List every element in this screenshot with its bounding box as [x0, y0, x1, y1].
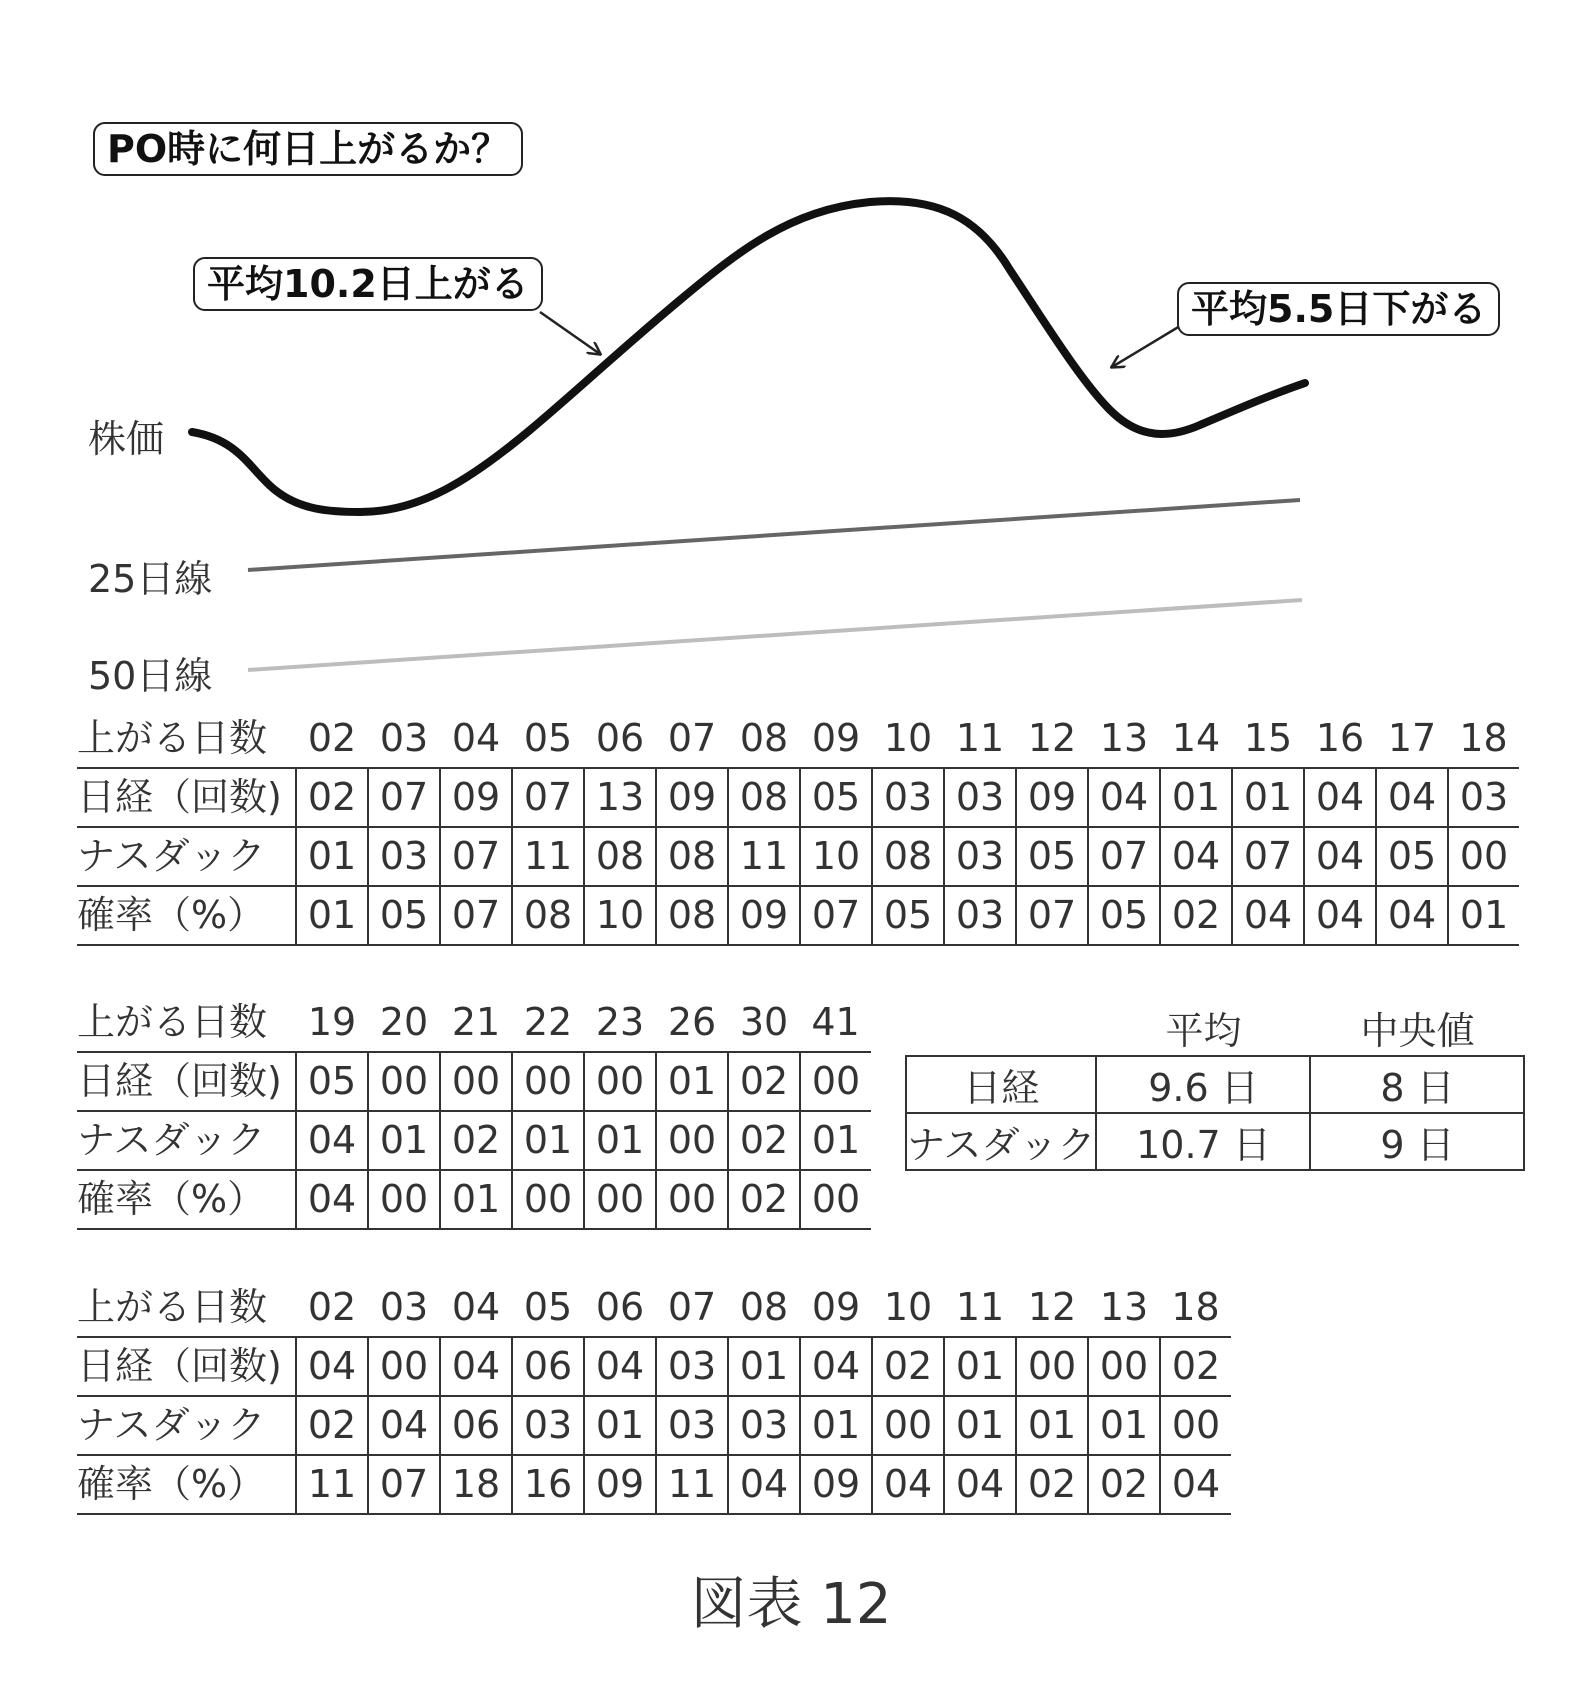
stock-price-line [192, 201, 1305, 512]
table-cell: 01 [296, 827, 368, 886]
ma50-line [248, 600, 1302, 670]
table-cell: 00 [800, 1170, 871, 1229]
summary-header-mean: 平均 [1165, 1009, 1242, 1053]
table-cell: 11 [512, 827, 584, 886]
header-label: 上がる日数 [77, 1000, 268, 1044]
table-cell: 16 [512, 1455, 584, 1514]
table-cell: 07 [440, 827, 512, 886]
day-header: 26 [667, 1000, 717, 1044]
table-cell: 04 [1088, 768, 1160, 827]
table-cell: 00 [440, 1052, 512, 1111]
chart-title: PO時に何日上がるか？ [93, 122, 523, 176]
figure-caption: 図表 12 [690, 1572, 892, 1637]
row-label: 日経（回数) [77, 1052, 296, 1111]
table-cell: 04 [1160, 1455, 1231, 1514]
header-label: 上がる日数 [77, 716, 268, 760]
day-header: 07 [667, 1285, 717, 1329]
table-cell: 04 [944, 1455, 1016, 1514]
table-cell: 03 [944, 827, 1016, 886]
table-cell: 02 [1016, 1455, 1088, 1514]
day-header: 30 [739, 1000, 789, 1044]
table-cell: 09 [800, 1455, 872, 1514]
table-cell: 01 [728, 1337, 800, 1396]
table-cell: 01 [368, 1111, 440, 1170]
day-header: 10 [883, 716, 933, 760]
table-cell: 08 [584, 827, 656, 886]
table-row [77, 1396, 1231, 1455]
table-cell: 07 [1016, 886, 1088, 945]
table-cell: 02 [728, 1170, 800, 1229]
day-header: 20 [379, 1000, 429, 1044]
table-cell: 03 [368, 827, 440, 886]
fall-annotation: 平均5.5日下がる [1177, 282, 1500, 336]
table-cell: 07 [512, 768, 584, 827]
table-cell: 00 [656, 1170, 728, 1229]
table-cell: 07 [440, 886, 512, 945]
table-cell: 00 [368, 1052, 440, 1111]
day-header: 22 [523, 1000, 573, 1044]
ma25-line [248, 500, 1300, 570]
table-row [77, 1170, 871, 1229]
table-cell: 00 [1088, 1337, 1160, 1396]
table-row [77, 1337, 1231, 1396]
summary-corner [906, 1000, 1096, 1056]
table-cell: 07 [368, 768, 440, 827]
table-cell: 02 [728, 1052, 800, 1111]
table-cell: 04 [296, 1337, 368, 1396]
summary-median: 9 日 [1310, 1113, 1524, 1170]
table-cell: 04 [1304, 886, 1376, 945]
table-cell: 08 [656, 886, 728, 945]
table-cell: 05 [1088, 886, 1160, 945]
day-header: 03 [379, 1285, 429, 1329]
table-cell: 09 [656, 768, 728, 827]
day-header: 08 [739, 716, 789, 760]
row-label: 確率（%） [77, 1170, 296, 1229]
table-cell: 00 [872, 1396, 944, 1455]
day-header: 23 [595, 1000, 645, 1044]
day-header: 18 [1171, 1285, 1220, 1329]
table-cell: 02 [440, 1111, 512, 1170]
day-header: 11 [955, 716, 1005, 760]
table-cell: 00 [1448, 827, 1519, 886]
day-header: 05 [523, 716, 573, 760]
table-cell: 05 [872, 886, 944, 945]
table-cell: 00 [656, 1111, 728, 1170]
summary-table [905, 1000, 1525, 1171]
ma25-label: 25日線 [88, 557, 213, 601]
table-cell: 04 [1304, 768, 1376, 827]
table-cell: 09 [1016, 768, 1088, 827]
table-cell: 06 [512, 1337, 584, 1396]
table-cell: 07 [1088, 827, 1160, 886]
table-cell: 00 [800, 1052, 871, 1111]
table-cell: 04 [368, 1396, 440, 1455]
table-cell: 04 [872, 1455, 944, 1514]
table-cell: 01 [512, 1111, 584, 1170]
table-cell: 01 [800, 1396, 872, 1455]
table-cell: 00 [1016, 1337, 1088, 1396]
table-cell: 05 [368, 886, 440, 945]
table-cell: 01 [584, 1396, 656, 1455]
table-cell: 10 [584, 886, 656, 945]
table-cell: 07 [800, 886, 872, 945]
table-cell: 04 [296, 1170, 368, 1229]
table-cell: 04 [296, 1111, 368, 1170]
table-cell: 04 [1376, 886, 1448, 945]
summary-median: 8 日 [1310, 1056, 1524, 1113]
table-cell: 04 [440, 1337, 512, 1396]
day-header: 04 [451, 716, 501, 760]
day-header: 16 [1315, 716, 1365, 760]
table-cell: 04 [1376, 768, 1448, 827]
day-header: 07 [667, 716, 717, 760]
table-cell: 01 [1016, 1396, 1088, 1455]
table-cell: 11 [656, 1455, 728, 1514]
day-header: 05 [523, 1285, 573, 1329]
fall-arrow [1112, 326, 1180, 367]
rise-days-table-3 [77, 1279, 1231, 1515]
day-header: 13 [1099, 1285, 1149, 1329]
table-cell: 01 [1232, 768, 1304, 827]
day-header: 18 [1459, 716, 1508, 760]
day-header: 19 [307, 1000, 357, 1044]
table-cell: 03 [656, 1337, 728, 1396]
table-cell: 00 [584, 1170, 656, 1229]
day-header: 21 [451, 1000, 501, 1044]
table-row [77, 1455, 1231, 1514]
table-cell: 08 [872, 827, 944, 886]
table-cell: 03 [728, 1396, 800, 1455]
table-cell: 01 [584, 1111, 656, 1170]
table-cell: 04 [1304, 827, 1376, 886]
row-label: ナスダック [77, 827, 296, 886]
table-cell: 02 [296, 1396, 368, 1455]
row-label: ナスダック [77, 1111, 296, 1170]
table-cell: 04 [1160, 827, 1232, 886]
table-row [77, 1111, 871, 1170]
day-header: 11 [955, 1285, 1005, 1329]
table-cell: 04 [800, 1337, 872, 1396]
table-cell: 18 [440, 1455, 512, 1514]
table-cell: 08 [656, 827, 728, 886]
table-cell: 03 [656, 1396, 728, 1455]
row-label: ナスダック [77, 1396, 296, 1455]
summary-row-nikkei [906, 1056, 1524, 1113]
table-cell: 00 [368, 1170, 440, 1229]
header-row [77, 710, 1519, 768]
header-row [77, 994, 871, 1052]
table-cell: 09 [440, 768, 512, 827]
table-cell: 13 [584, 768, 656, 827]
day-header: 09 [811, 716, 861, 760]
table-cell: 01 [1160, 768, 1232, 827]
day-header: 12 [1027, 1285, 1077, 1329]
rise-days-table-2 [77, 994, 871, 1230]
table-cell: 08 [512, 886, 584, 945]
summary-header-median: 中央値 [1360, 1009, 1475, 1053]
table-cell: 03 [872, 768, 944, 827]
table-cell: 04 [1232, 886, 1304, 945]
table-row [77, 827, 1519, 886]
table-cell: 09 [728, 886, 800, 945]
table-cell: 01 [800, 1111, 871, 1170]
table-cell: 07 [368, 1455, 440, 1514]
day-header: 04 [451, 1285, 501, 1329]
table-cell: 05 [296, 1052, 368, 1111]
row-label: 日経（回数) [77, 1337, 296, 1396]
table-cell: 01 [296, 886, 368, 945]
day-header: 09 [811, 1285, 861, 1329]
table-cell: 01 [944, 1337, 1016, 1396]
table-cell: 05 [800, 768, 872, 827]
table-cell: 02 [728, 1111, 800, 1170]
header-row [77, 1279, 1231, 1337]
table-cell: 02 [1160, 1337, 1231, 1396]
table-cell: 02 [872, 1337, 944, 1396]
day-header: 15 [1243, 716, 1293, 760]
day-header: 06 [595, 1285, 645, 1329]
table-cell: 11 [728, 827, 800, 886]
summary-label: ナスダック [906, 1113, 1096, 1170]
day-header: 02 [307, 1285, 357, 1329]
rise-annotation: 平均10.2日上がる [193, 257, 543, 311]
table-cell: 00 [512, 1052, 584, 1111]
table-cell: 01 [944, 1396, 1016, 1455]
day-header: 12 [1027, 716, 1077, 760]
summary-row-nasdaq [906, 1113, 1524, 1170]
table-cell: 00 [512, 1170, 584, 1229]
stock-price-label: 株価 [88, 417, 165, 461]
header-label: 上がる日数 [77, 1285, 268, 1329]
day-header: 17 [1387, 716, 1437, 760]
summary-label: 日経 [906, 1056, 1096, 1113]
summary-mean: 9.6 日 [1096, 1056, 1310, 1113]
table-cell: 11 [296, 1455, 368, 1514]
table-cell: 01 [440, 1170, 512, 1229]
day-header: 03 [379, 716, 429, 760]
table-cell: 05 [1376, 827, 1448, 886]
table-cell: 03 [944, 768, 1016, 827]
rise-days-table-1 [77, 710, 1519, 946]
table-row [77, 1052, 871, 1111]
table-cell: 06 [440, 1396, 512, 1455]
rise-arrow [540, 312, 600, 354]
table-cell: 10 [800, 827, 872, 886]
table-cell: 02 [1160, 886, 1232, 945]
row-label: 日経（回数) [77, 768, 296, 827]
table-cell: 01 [1448, 886, 1519, 945]
table-row [77, 768, 1519, 827]
table-cell: 00 [1160, 1396, 1231, 1455]
table-cell: 02 [296, 768, 368, 827]
table-cell: 04 [584, 1337, 656, 1396]
table-cell: 00 [584, 1052, 656, 1111]
table-cell: 07 [1232, 827, 1304, 886]
table-cell: 08 [728, 768, 800, 827]
summary-mean: 10.7 日 [1096, 1113, 1310, 1170]
day-header: 41 [811, 1000, 860, 1044]
day-header: 10 [883, 1285, 933, 1329]
day-header: 02 [307, 716, 357, 760]
row-label: 確率（%） [77, 1455, 296, 1514]
day-header: 14 [1171, 716, 1221, 760]
table-cell: 05 [1016, 827, 1088, 886]
table-cell: 03 [1448, 768, 1519, 827]
ma50-label: 50日線 [88, 654, 213, 698]
table-cell: 09 [584, 1455, 656, 1514]
table-cell: 03 [944, 886, 1016, 945]
row-label: 確率（%） [77, 886, 296, 945]
table-row [77, 886, 1519, 945]
table-cell: 01 [1088, 1396, 1160, 1455]
table-cell: 03 [512, 1396, 584, 1455]
day-header: 08 [739, 1285, 789, 1329]
table-cell: 01 [656, 1052, 728, 1111]
table-cell: 04 [728, 1455, 800, 1514]
price-chart [0, 0, 1582, 710]
table-cell: 02 [1088, 1455, 1160, 1514]
table-cell: 00 [368, 1337, 440, 1396]
day-header: 06 [595, 716, 645, 760]
day-header: 13 [1099, 716, 1149, 760]
